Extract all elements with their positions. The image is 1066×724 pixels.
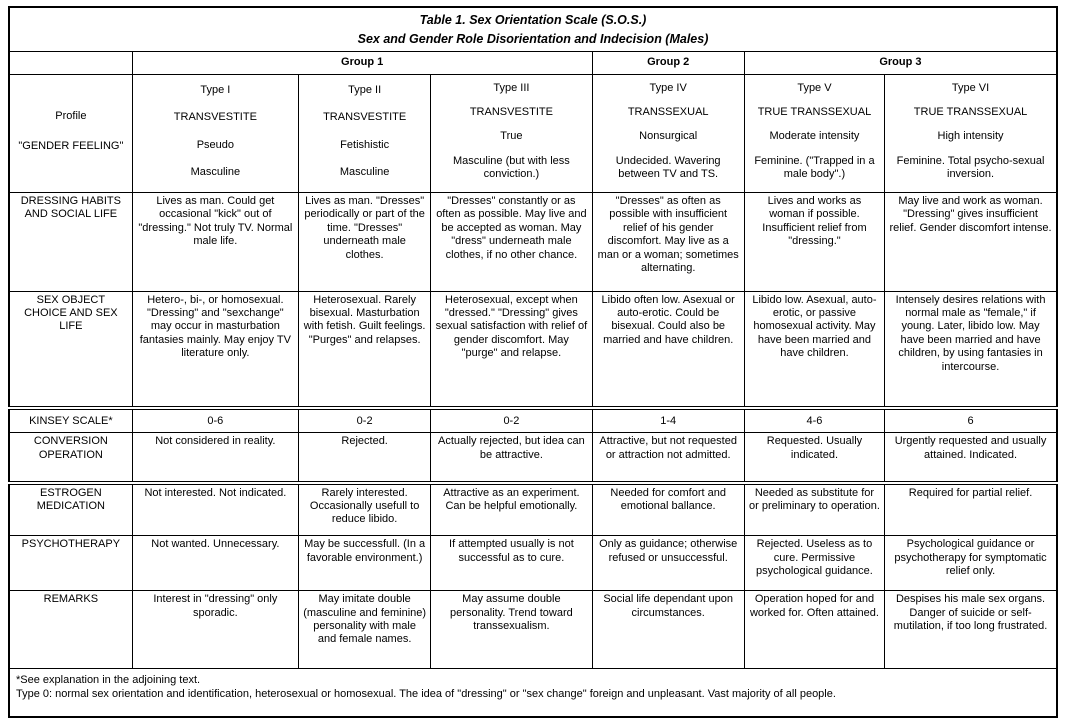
type-feeling: Undecided. Wavering between TV and TS. <box>615 154 721 180</box>
row-label-sex-object: SEX OBJECT CHOICE AND SEX LIFE <box>9 291 132 408</box>
type-subtype: High intensity <box>937 130 1004 143</box>
row-label-psychotherapy: PSYCHOTHERAPY <box>9 536 132 591</box>
group-header-1: Group 1 <box>132 52 592 74</box>
type-name: Type I <box>200 83 231 96</box>
profile-cell-type2 <box>299 74 431 192</box>
type-feeling: Masculine (but with less conviction.) <box>453 154 570 180</box>
type-name: Type III <box>493 82 530 95</box>
cell-sexobject-type6: Intensely desires relations with normal male as "female," if young. Later, libido low. May have been married and have children, by using fantasies in intercourse. <box>885 291 1057 408</box>
cell-remarks-type3: May assume double personality. Trend toward transsexualism. <box>431 591 592 668</box>
table-row-dressing-habits <box>9 192 1057 291</box>
profile-cell-type6 <box>885 74 1057 192</box>
table-row-sex-object <box>9 291 1057 408</box>
group-header-row <box>9 52 1057 74</box>
footnote-type0: Type 0: normal sex orientation and identification, heterosexual or homosexual. The idea of "dressing" or "sex change" foreign and unpleasant. Vast majority of all people. <box>16 688 836 701</box>
cell-estrogen-type1: Not interested. Not indicated. <box>132 483 298 536</box>
group-header-2: Group 2 <box>592 52 744 74</box>
type-name: Type V <box>797 82 832 95</box>
cell-psychotherapy-type3: If attempted usually is not successful as to cure. <box>431 536 592 591</box>
type-subtype: Pseudo <box>196 138 235 151</box>
sos-table <box>8 6 1058 718</box>
cell-remarks-type1: Interest in "dressing" only sporadic. <box>132 591 298 668</box>
cell-estrogen-type5: Needed as substitute for or preliminary to operation. <box>744 483 884 536</box>
profile-cell-type5 <box>744 74 884 192</box>
footnotes <box>9 668 1057 717</box>
profile-label-line2: "GENDER FEELING" <box>18 139 124 152</box>
corner-cell <box>9 52 132 74</box>
type-subtype: Moderate intensity <box>769 130 860 143</box>
type-category: TRANSVESTITE <box>173 111 257 124</box>
cell-remarks-type4: Social life dependant upon circumstances. <box>592 591 744 668</box>
type-name: Type IV <box>649 82 687 95</box>
table-row-estrogen-medication <box>9 483 1057 536</box>
row-label-estrogen-medication: ESTROGEN MEDICATION <box>9 483 132 536</box>
cell-psychotherapy-type4: Only as guidance; otherwise refused or unsuccessful. <box>592 536 744 591</box>
cell-dressing-type3: "Dresses" constantly or as often as possible. May live and be accepted as woman. May "dress" underneath male clothes, if no other chance. <box>431 192 592 291</box>
cell-conversion-type3: Actually rejected, but idea can be attractive. <box>431 433 592 483</box>
type-feeling: Feminine. Total psycho-sexual inversion. <box>896 154 1045 180</box>
cell-kinsey-type2: 0-2 <box>299 408 431 432</box>
cell-kinsey-type6: 6 <box>885 408 1057 432</box>
cell-sexobject-type2: Heterosexual. Rarely bisexual. Masturbation with fetish. Guilt feelings. "Purges" and relapses. <box>299 291 431 408</box>
table-title-line1: Table 1. Sex Orientation Scale (S.O.S.) <box>419 12 647 27</box>
cell-dressing-type2: Lives as man. "Dresses" periodically or part of the time. "Dresses" underneath male clothes. <box>299 192 431 291</box>
row-label-profile <box>9 74 132 192</box>
cell-sexobject-type1: Hetero-, bi-, or homosexual. "Dressing" and "sexchange" may occur in masturbation fantasies mainly. May enjoy TV literature only. <box>132 291 298 408</box>
cell-conversion-type6: Urgently requested and usually attained. Indicated. <box>885 433 1057 483</box>
cell-estrogen-type3: Attractive as an experiment. Can be helpful emotionally. <box>431 483 592 536</box>
cell-kinsey-type4: 1-4 <box>592 408 744 432</box>
cell-dressing-type6: May live and work as woman. "Dressing" gives insufficient relief. Gender discomfort intense. <box>885 192 1057 291</box>
type-category: TRANSVESTITE <box>323 111 407 124</box>
table-title <box>9 7 1057 52</box>
cell-conversion-type2: Rejected. <box>299 433 431 483</box>
cell-psychotherapy-type5: Rejected. Useless as to cure. Permissive psychological guidance. <box>744 536 884 591</box>
type-category: TRANSSEXUAL <box>627 106 709 119</box>
cell-remarks-type5: Operation hoped for and worked for. Often attained. <box>744 591 884 668</box>
footnote-row <box>9 668 1057 717</box>
cell-remarks-type2: May imitate double (masculine and feminine) personality with male and female names. <box>299 591 431 668</box>
cell-psychotherapy-type1: Not wanted. Unnecessary. <box>132 536 298 591</box>
table-row-remarks <box>9 591 1057 668</box>
cell-kinsey-type1: 0-6 <box>132 408 298 432</box>
type-category: TRUE TRANSSEXUAL <box>913 106 1028 119</box>
table-row-psychotherapy <box>9 536 1057 591</box>
cell-kinsey-type5: 4-6 <box>744 408 884 432</box>
cell-kinsey-type3: 0-2 <box>431 408 592 432</box>
cell-conversion-type1: Not considered in reality. <box>132 433 298 483</box>
cell-remarks-type6: Despises his male sex organs. Danger of suicide or self-mutilation, if too long frustrated. <box>885 591 1057 668</box>
type-subtype: Nonsurgical <box>639 130 698 143</box>
cell-estrogen-type2: Rarely interested. Occasionally usefull to reduce libido. <box>299 483 431 536</box>
footnote-asterisk: *See explanation in the adjoining text. <box>16 673 201 686</box>
row-label-conversion-operation: CONVERSION OPERATION <box>9 433 132 483</box>
row-label-remarks: REMARKS <box>9 591 132 668</box>
cell-sexobject-type5: Libido low. Asexual, auto-erotic, or passive homosexual activity. May have been married and have children. <box>744 291 884 408</box>
table-title-line2: Sex and Gender Role Disorientation and Indecision (Males) <box>357 31 709 46</box>
type-category: TRANSVESTITE <box>469 106 553 119</box>
profile-cell-type3 <box>431 74 592 192</box>
row-label-kinsey-scale: KINSEY SCALE* <box>9 408 132 432</box>
profile-label-line1: Profile <box>55 110 87 123</box>
table-row-conversion-operation <box>9 433 1057 483</box>
title-row <box>9 7 1057 52</box>
profile-cell-type4 <box>592 74 744 192</box>
cell-dressing-type1: Lives as man. Could get occasional "kick" out of "dressing." Not truly TV. Normal male life. <box>132 192 298 291</box>
cell-sexobject-type4: Libido often low. Asexual or auto-erotic. Could be bisexual. Could also be married and have children. <box>592 291 744 408</box>
group-header-3: Group 3 <box>744 52 1057 74</box>
type-feeling: Masculine <box>190 166 241 179</box>
type-subtype: True <box>500 130 523 143</box>
cell-psychotherapy-type2: May be successfull. (In a favorable environment.) <box>299 536 431 591</box>
cell-sexobject-type3: Heterosexual, except when "dressed." "Dressing" gives sexual satisfaction with relief of gender discomfort. May "purge" and relapse. <box>431 291 592 408</box>
type-category: TRUE TRANSSEXUAL <box>757 106 872 119</box>
type-feeling: Masculine <box>339 166 390 179</box>
cell-estrogen-type6: Required for partial relief. <box>885 483 1057 536</box>
cell-estrogen-type4: Needed for comfort and emotional ballance. <box>592 483 744 536</box>
cell-dressing-type5: Lives and works as woman if possible. Insufficient relief from "dressing." <box>744 192 884 291</box>
row-label-dressing-habits: DRESSING HABITS AND SOCIAL LIFE <box>9 192 132 291</box>
type-name: Type II <box>348 83 382 96</box>
type-feeling: Feminine. ("Trapped in a male body".) <box>754 154 875 180</box>
table-row-kinsey-scale <box>9 408 1057 432</box>
profile-cell-type1 <box>132 74 298 192</box>
cell-psychotherapy-type6: Psychological guidance or psychotherapy for symptomatic relief only. <box>885 536 1057 591</box>
type-name: Type VI <box>951 82 990 95</box>
cell-conversion-type5: Requested. Usually indicated. <box>744 433 884 483</box>
profile-row <box>9 74 1057 192</box>
cell-conversion-type4: Attractive, but not requested or attraction not admitted. <box>592 433 744 483</box>
cell-dressing-type4: "Dresses" as often as possible with insufficient relief of his gender discomfort. May live as a man or a woman; sometimes alternating. <box>592 192 744 291</box>
type-subtype: Fetishistic <box>340 138 390 151</box>
